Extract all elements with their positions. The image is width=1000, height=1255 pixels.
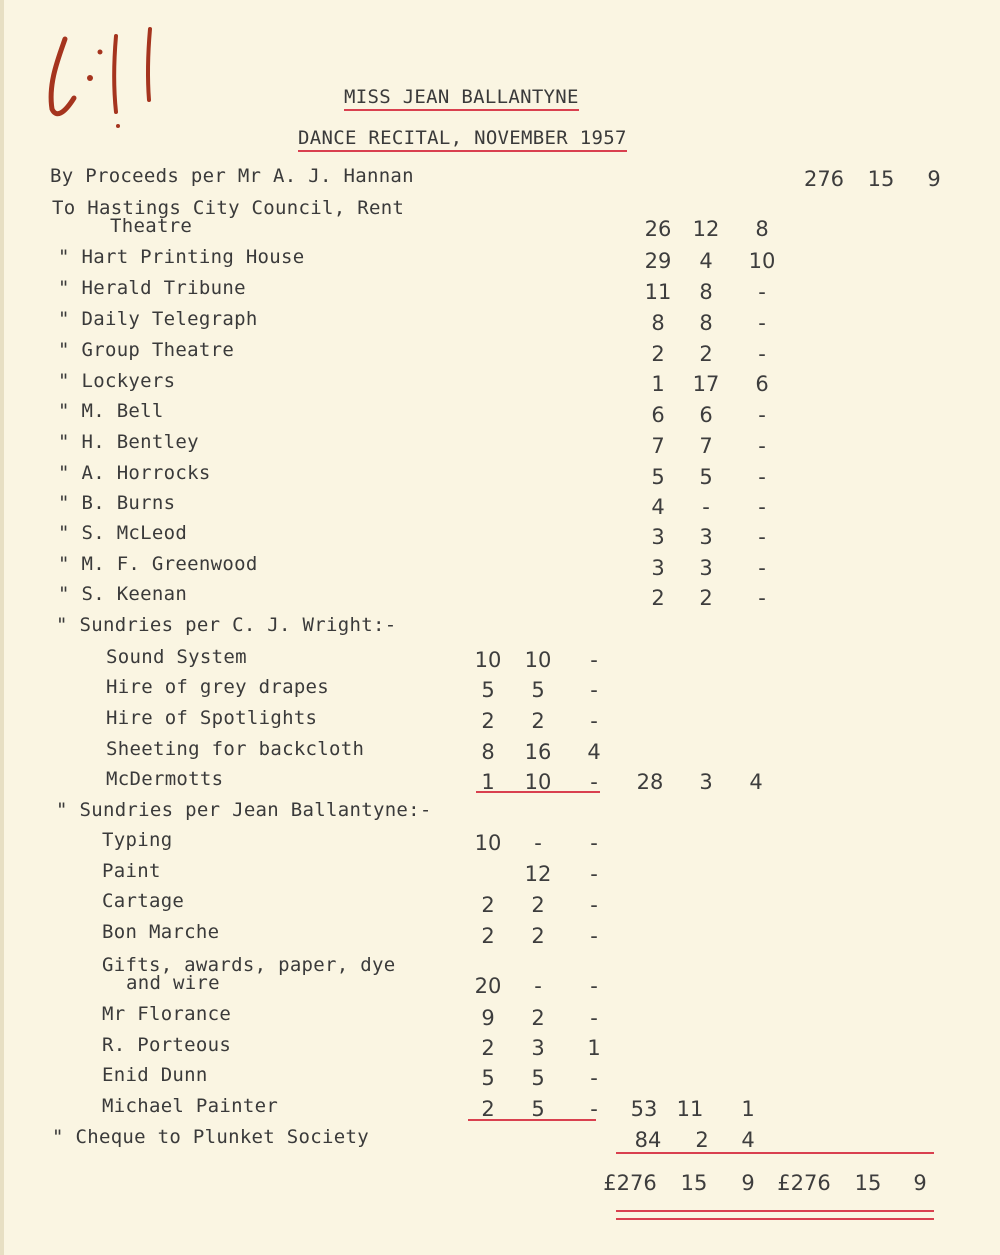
- payment-amount-pounds: 2: [651, 586, 665, 610]
- payment-amount-pence: -: [758, 556, 766, 580]
- total-right-shillings: 15: [854, 1171, 882, 1195]
- payment-amount-pence: -: [758, 434, 766, 458]
- payment-amount-pence: 10: [748, 249, 776, 273]
- sundry-item-label: McDermotts: [106, 768, 224, 790]
- payment-label: " M. F. Greenwood: [58, 553, 258, 575]
- payment-amount-pounds: 26: [644, 217, 672, 241]
- payment-label: " S. Keenan: [58, 583, 188, 605]
- payment-amount-shillings: -: [702, 495, 710, 519]
- sundry-item-amount-shillings: 2: [531, 709, 545, 733]
- payment-amount-shillings: 3: [699, 556, 713, 580]
- payment-amount-pence: -: [758, 280, 766, 304]
- payment-amount-pounds: 1: [651, 372, 665, 396]
- sundry-item-amount-shillings: 3: [531, 1036, 545, 1060]
- payment-amount-pounds: 5: [651, 465, 665, 489]
- ballantyne-total-pence: 1: [741, 1097, 755, 1121]
- payment-amount-pounds: 4: [651, 495, 665, 519]
- payment-amount-pence: -: [758, 403, 766, 427]
- payment-amount-pounds: 8: [651, 311, 665, 335]
- sundry-item-amount-pounds: 10: [474, 648, 502, 672]
- sundry-item-amount-shillings: 5: [531, 1097, 545, 1121]
- receipts-amount-pence: 9: [927, 167, 941, 191]
- document-subtitle: DANCE RECITAL, NOVEMBER 1957: [298, 127, 627, 152]
- sundry-item-amount-pence: 1: [587, 1036, 601, 1060]
- sundry-item-amount-pounds: 9: [481, 1006, 495, 1030]
- payment-amount-pounds: 3: [651, 556, 665, 580]
- payment-amount-shillings: 8: [699, 311, 713, 335]
- cheque-amount-pounds: 84: [634, 1128, 662, 1152]
- sundry-item-label: Paint: [102, 860, 161, 882]
- payment-amount-shillings: 8: [699, 280, 713, 304]
- payment-amount-pence: 8: [755, 217, 769, 241]
- sundry-item-label-cont: and wire: [126, 972, 220, 994]
- sundry-item-amount-pence: -: [590, 1097, 598, 1121]
- sundry-item-amount-pence: -: [590, 709, 598, 733]
- sundry-item-amount-pounds: 20: [474, 974, 502, 998]
- sundry-item-amount-pence: -: [590, 1066, 598, 1090]
- payment-label: " Lockyers: [58, 370, 176, 392]
- ballantyne-subtotal-rule: [468, 1119, 596, 1121]
- sundry-item-amount-pence: -: [590, 831, 598, 855]
- payment-label: " S. McLeod: [58, 522, 188, 544]
- sundry-item-amount-pounds: 1: [481, 770, 495, 794]
- sundry-item-label: Sheeting for backcloth: [106, 738, 365, 760]
- payment-label: " Hart Printing House: [58, 246, 305, 268]
- payment-amount-pence: -: [758, 525, 766, 549]
- total-left-shillings: 15: [680, 1171, 708, 1195]
- sundry-item-amount-shillings: 16: [524, 740, 552, 764]
- ballantyne-total-pounds: 53: [630, 1097, 658, 1121]
- payment-amount-pence: -: [758, 342, 766, 366]
- sundry-item-amount-pence: -: [590, 1006, 598, 1030]
- sundry-item-label: Mr Florance: [102, 1003, 232, 1025]
- total-right-pounds: £276: [777, 1171, 831, 1195]
- total-left-pence: 9: [741, 1171, 755, 1195]
- payment-label-cont: Theatre: [110, 215, 193, 237]
- payment-amount-shillings: 7: [699, 434, 713, 458]
- sundry-item-amount-pounds: 2: [481, 1097, 495, 1121]
- sundry-item-amount-pounds: 8: [481, 740, 495, 764]
- payment-amount-shillings: 3: [699, 525, 713, 549]
- document-title: MISS JEAN BALLANTYNE: [344, 86, 579, 111]
- receipts-amount-shillings: 15: [867, 167, 895, 191]
- sundry-item-amount-pence: -: [590, 893, 598, 917]
- sundry-item-label: Sound System: [106, 646, 247, 668]
- sundry-item-amount-shillings: 5: [531, 678, 545, 702]
- total-right-pence: 9: [913, 1171, 927, 1195]
- payment-amount-pence: -: [758, 586, 766, 610]
- sundry-item-label: Hire of grey drapes: [106, 676, 330, 698]
- payment-amount-pounds: 7: [651, 434, 665, 458]
- sundry-item-amount-shillings: 5: [531, 1066, 545, 1090]
- cheque-amount-pence: 4: [741, 1128, 755, 1152]
- section-heading-ballantyne: " Sundries per Jean Ballantyne:-: [56, 799, 432, 821]
- sundry-item-amount-shillings: 2: [531, 924, 545, 948]
- sundry-item-label: Gifts, awards, paper, dye: [102, 954, 396, 976]
- payment-amount-pounds: 3: [651, 525, 665, 549]
- sundry-item-label: R. Porteous: [102, 1034, 232, 1056]
- payment-amount-shillings: 4: [699, 249, 713, 273]
- payment-amount-pence: 6: [755, 372, 769, 396]
- payment-amount-pounds: 2: [651, 342, 665, 366]
- wright-total-pence: 4: [749, 770, 763, 794]
- sundry-item-amount-pounds: 5: [481, 678, 495, 702]
- payment-amount-shillings: 17: [692, 372, 720, 396]
- sundry-item-label: Enid Dunn: [102, 1064, 208, 1086]
- payment-amount-shillings: 2: [699, 586, 713, 610]
- payment-label: " Daily Telegraph: [58, 308, 258, 330]
- receipts-label: By Proceeds per Mr A. J. Hannan: [50, 165, 414, 187]
- wright-total-pounds: 28: [636, 770, 664, 794]
- payment-label: " H. Bentley: [58, 431, 199, 453]
- sundry-item-amount-shillings: 2: [531, 893, 545, 917]
- sundry-item-amount-pence: -: [590, 974, 598, 998]
- sundry-item-amount-pounds: 2: [481, 709, 495, 733]
- cheque-amount-shillings: 2: [695, 1128, 709, 1152]
- double-rule-top: [616, 1210, 934, 1212]
- sundry-item-amount-pence: 4: [587, 740, 601, 764]
- payment-amount-pounds: 29: [644, 249, 672, 273]
- wright-subtotal-rule: [476, 791, 600, 793]
- section-heading-wright: " Sundries per C. J. Wright:-: [56, 614, 397, 636]
- sundry-item-amount-pounds: 2: [481, 1036, 495, 1060]
- payment-amount-pounds: 6: [651, 403, 665, 427]
- payment-amount-pence: -: [758, 465, 766, 489]
- payment-amount-shillings: 2: [699, 342, 713, 366]
- payment-amount-shillings: 6: [699, 403, 713, 427]
- ballantyne-total-shillings: 11: [676, 1097, 704, 1121]
- double-rule-bottom: [616, 1218, 934, 1220]
- sundry-item-amount-shillings: 2: [531, 1006, 545, 1030]
- wright-total-shillings: 3: [699, 770, 713, 794]
- payment-amount-pounds: 11: [644, 280, 672, 304]
- payment-label: " Herald Tribune: [58, 277, 246, 299]
- payment-amount-pence: -: [758, 495, 766, 519]
- total-left-pounds: £276: [603, 1171, 657, 1195]
- sundry-item-amount-shillings: 10: [524, 648, 552, 672]
- sundry-item-label: Typing: [102, 829, 173, 851]
- sundry-item-amount-shillings: 10: [524, 770, 552, 794]
- sundry-item-amount-pence: -: [590, 678, 598, 702]
- payment-label: " M. Bell: [58, 400, 164, 422]
- sundry-item-label: Hire of Spotlights: [106, 707, 318, 729]
- cheque-label: " Cheque to Plunket Society: [52, 1126, 369, 1148]
- sundry-item-amount-pounds: 2: [481, 924, 495, 948]
- payment-label: " B. Burns: [58, 492, 176, 514]
- sundry-item-amount-shillings: 12: [524, 862, 552, 886]
- sundry-item-amount-pence: -: [590, 648, 598, 672]
- sundry-item-label: Cartage: [102, 890, 185, 912]
- sundry-item-amount-shillings: -: [534, 831, 542, 855]
- payment-label: " A. Horrocks: [58, 462, 211, 484]
- payment-amount-shillings: 12: [692, 217, 720, 241]
- receipts-amount-pounds: 276: [803, 167, 845, 191]
- sundry-item-amount-pounds: 10: [474, 831, 502, 855]
- sundry-item-label: Michael Painter: [102, 1095, 279, 1117]
- payment-amount-pence: -: [758, 311, 766, 335]
- sundry-item-amount-pence: -: [590, 862, 598, 886]
- paper-edge: [0, 0, 4, 1255]
- sundry-item-amount-shillings: -: [534, 974, 542, 998]
- payment-amount-shillings: 5: [699, 465, 713, 489]
- sundry-item-amount-pence: -: [590, 770, 598, 794]
- cheque-rule: [616, 1152, 934, 1154]
- sundry-item-amount-pounds: 2: [481, 893, 495, 917]
- payment-label: To Hastings City Council, Rent: [52, 197, 405, 219]
- sundry-item-amount-pence: -: [590, 924, 598, 948]
- corner-handwritten-mark: [30, 14, 170, 134]
- sundry-item-amount-pounds: 5: [481, 1066, 495, 1090]
- payment-label: " Group Theatre: [58, 339, 235, 361]
- sundry-item-label: Bon Marche: [102, 921, 220, 943]
